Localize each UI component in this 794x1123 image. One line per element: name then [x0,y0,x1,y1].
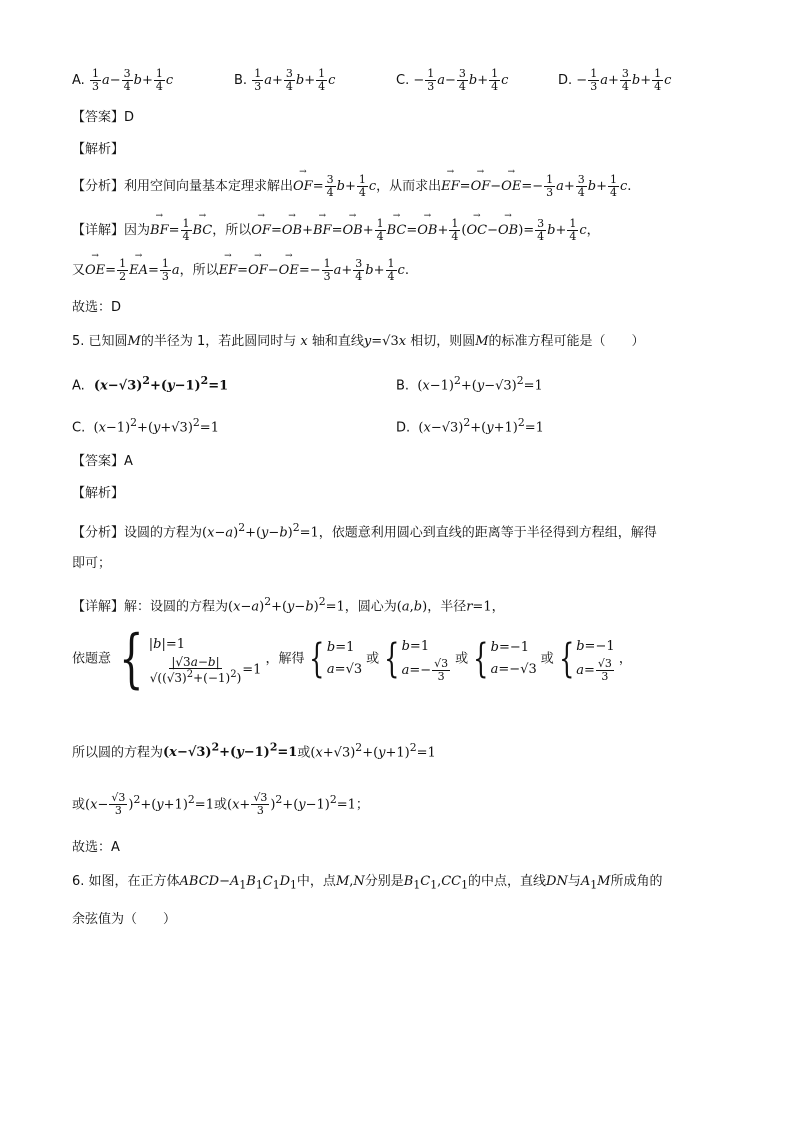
q4-option-c: C. − $\frac{1}{3}$ a− $\frac{3}{4}$ b+ $\frac{1}{4}$ c [396,67,509,93]
q5-option-b: B. $(x-1)^2+(y-√3)^2=1$ [396,374,543,394]
q4-option-a: A. $\frac{1}{3}$ a− $\frac{3}{4}$ b+ $\frac{1}{4}$ c [72,67,174,93]
q5-option-d: D. $(x-√3)^2+(y+1)^2=1$ [396,416,544,436]
q5-xiangjie: 【详解】解：设圆的方程为$(x-a)^2+(y-b)^2=1$，圆心为(a,b)，半径r=1， [72,595,505,615]
q5-choice: 故选：A [72,840,120,855]
q4-fenxi: 【分析】利用空间向量基本定理求解出→ OF= $\frac{3}{4}$ b+ $\frac{1}{4}$ c，从而求出→ EF=→ OF−→ OE=− $\frac{1}{3}$ a+ $\frac{3}{4}$ b+ $\frac{1}{4}$ c. [72,174,631,199]
q4-option-b: B. $\frac{1}{3}$ a+ $\frac{3}{4}$ b+ $\frac{1}{4}$ c [234,67,336,93]
q5-result: 所以圆的方程为$(x-√3)^2+(y-1)^2=1$或$(x+√3)^2+(y+1)^2=1$ [72,741,436,761]
q4-answer: 【答案】D [72,110,135,125]
q5-fenxi: 【分析】设圆的方程为$(x-a)^2+(y-b)^2=1$，依题意利用圆心到直线的距离等于半径得到方程组，解得 [72,521,657,541]
q4-analysis-heading: 【解析】 [72,142,125,157]
q5-option-c: C. $(x-1)^2+(y+√3)^2=1$ [72,416,219,436]
q4-xiangjie: 【详解】因为→ BF= $\frac{1}{4}$ → BC，所以→ OF=→ OB+→ BF=→ OB+ $\frac{1}{4}$ → BC=→ OB+ $\frac{1}{4}$ (→ OC−→ OB)= $\frac{3}{4}$ b+ $\frac{1}{4}$ c， [72,218,600,243]
q4-option-d: D. − $\frac{1}{3}$ a+ $\frac{3}{4}$ b+ $\frac{1}{4}$ c [558,67,672,93]
q6-stem: 6. 如图，在正方体$ABCD-A_1B_1C_1D_1$中，点M,N分别是$B_1C_1,CC_1$的中点，直线DN与$A_1M$所成角的 [72,874,663,892]
q5-fenxi-cont: 即可； [72,556,112,571]
q5-answer: 【答案】A [72,454,133,469]
q6-stem-cont: 余弦值为（ ） [72,912,177,927]
q5-result-cont: 或(x− $\frac{√3}{3}$ )$^2+(y+1)^2=1$或(x+ $\frac{√3}{3}$ )$^2+(y-1)^2=1$； [72,791,369,818]
q5-option-a: A. $(x-√3)^2+(y-1)^2=1$ [72,374,229,394]
q5-system: 依题意 { |b|=1 $\frac{|√3a-b|}{√((√3)^2+(-1)^2)}$ =1 ，解得 { b=1 a=√3 或 { b=1 a=− $\frac{√3}{3}$ 或 { b=−1 a=−√3 或 { b=−1 a= $\frac{√3}{3}$ ， [72,622,632,696]
q4-choice: 故选：D [72,300,122,315]
q5-stem: 5. 已知圆M的半径为 1，若此圆同时与 x 轴和直线y=√3x 相切，则圆M的标准方程可能是（ ） [72,334,645,349]
q4-xiangjie-cont: 又→ OE= $\frac{1}{2}$ → EA= $\frac{1}{3}$ a，所以→ EF=→ OF−→ OE=− $\frac{1}{3}$ a+ $\frac{3}{4}$ b+ $\frac{1}{4}$ c. [72,258,409,283]
q5-analysis-heading: 【解析】 [72,486,125,501]
